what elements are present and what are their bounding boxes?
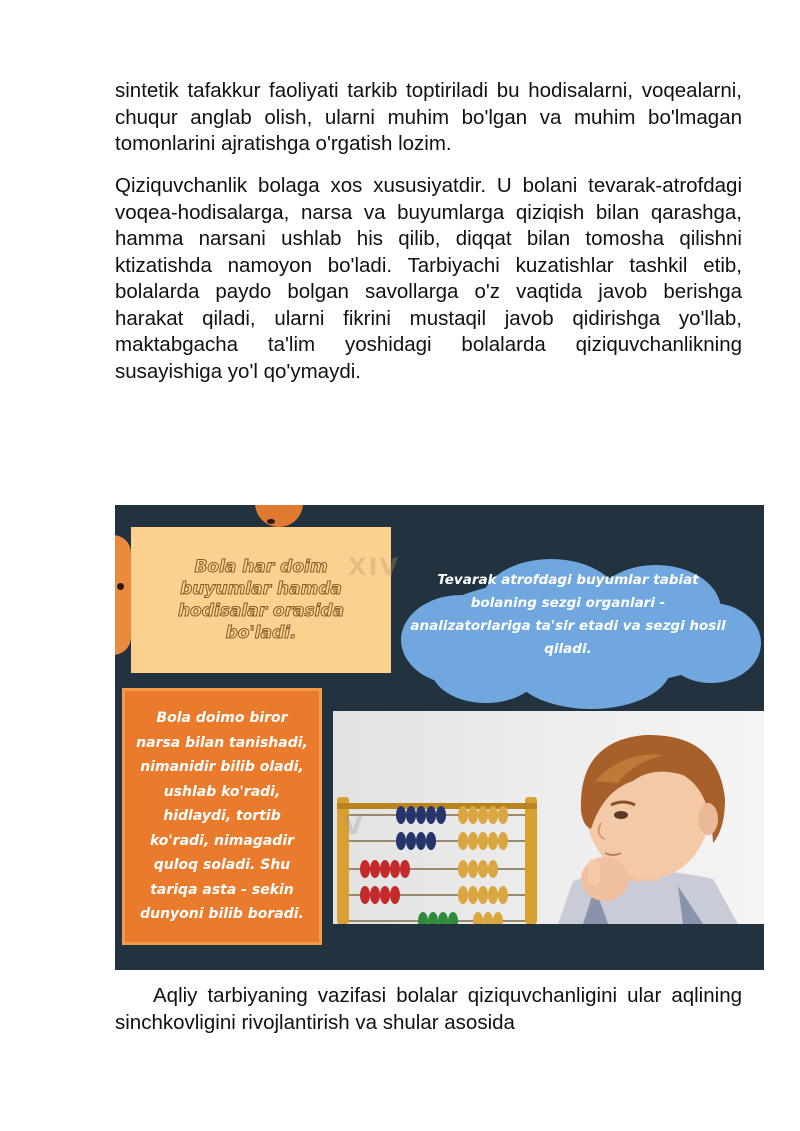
infographic-figure (115, 505, 764, 970)
paragraph-3: Aqliy tarbiyaning vazifasi bolalar qiziquvchanligini ular aqlining sinchkovligini rivojlantirish va shular asosida (115, 984, 742, 1034)
child-abacus-photo (333, 711, 764, 924)
watermark: XIV (348, 553, 401, 581)
cloud-note-text: Tevarak atrofdagi buyumlar tabiat bolaning sezgi organlari - analizatorlariga ta'sir etadi va sezgi hosil qiladi. (410, 572, 726, 657)
cartoon-eye-icon (267, 519, 275, 524)
paragraph-2: Qiziquvchanlik bolaga xos xususiyatdir. U bolani tevarak-atrofdagi voqea-hodisalarga, narsa va buyumlarga qiziqish bilan qarashga, hamma narsani ushlab his qilib, diqqat bilan tomosha qilishni ktizatishda namoyon bo'ladi. Tarbiyachi kuzatishlar tashkil etib, bolalarda paydo bolgan savollarga o'z vaqtida javob berishga harakat qiladi, ularni fikrini mustaqil javob qidirishga yo'llab, maktabgacha ta'lim yoshidagi bolalarda qiziquvchanlikning susayishiga yo'l qo'ymaydi. (115, 174, 742, 383)
photo-watermark: V (343, 811, 364, 841)
cartoon-eye-icon-left (117, 583, 124, 590)
cloud-note (391, 555, 764, 715)
cartoon-decoration-left (115, 535, 131, 655)
yellow-note-text: Bola har doim buyumlar hamda hodisalar orasida bo'ladi. (177, 557, 345, 643)
orange-note (122, 688, 322, 945)
paragraph-1: sintetik tafakkur faoliyati tarkib toptiriladi bu hodisalarni, voqealarni, chuqur anglab olish, ularni muhim bo'lgan va muhim bo'lmagan tomonlarini ajratishga o'rgatish lozim. (115, 79, 742, 155)
cartoon-decoration (255, 505, 303, 527)
child-abacus-illustration (333, 711, 764, 924)
orange-note-text: Bola doimo biror narsa bilan tanishadi, nimanidir bilib oladi, ushlab ko'radi, hidlaydi, tortib ko'radi, nimagadir quloq soladi. Shu tariqa asta - sekin dunyoni bilib boradi. (136, 710, 308, 923)
yellow-note (131, 527, 391, 673)
